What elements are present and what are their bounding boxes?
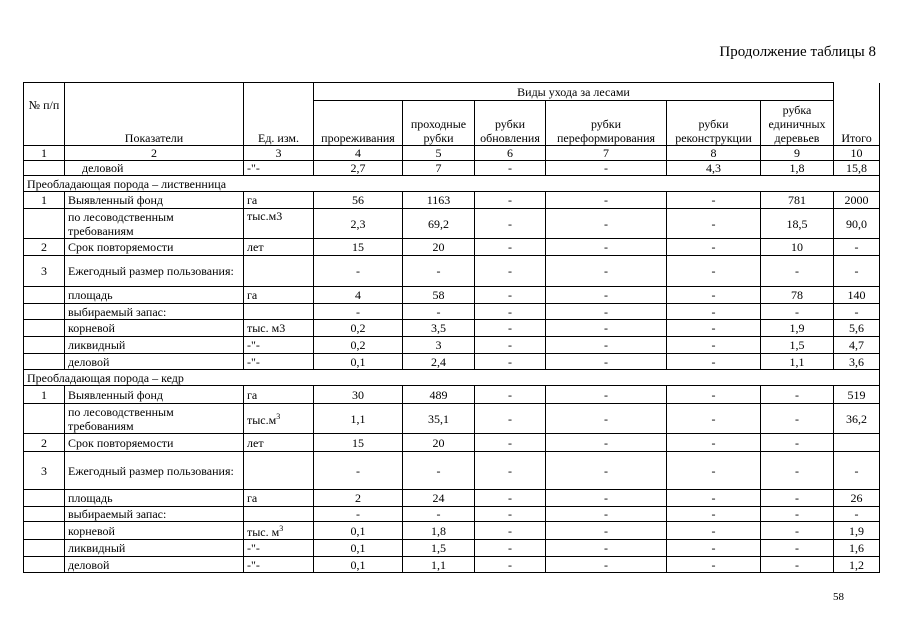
value-cell: 24 bbox=[403, 490, 475, 507]
header-col-1: прореживания bbox=[314, 101, 403, 146]
value-cell: 69,2 bbox=[403, 209, 475, 239]
row-number bbox=[24, 557, 65, 573]
header-group: Виды ухода за лесами bbox=[314, 83, 834, 101]
value-cell: - bbox=[546, 386, 667, 404]
value-cell: - bbox=[546, 192, 667, 209]
value-cell: 78 bbox=[761, 287, 834, 304]
value-cell: - bbox=[314, 452, 403, 490]
value-cell: 0,1 bbox=[314, 354, 403, 370]
row-number bbox=[24, 304, 65, 320]
table-row bbox=[24, 209, 880, 239]
row-number: 3 bbox=[24, 452, 65, 490]
value-cell: 2,3 bbox=[314, 209, 403, 239]
row-unit bbox=[244, 256, 314, 287]
header-col-2: проходные рубки bbox=[403, 101, 475, 146]
unit-text: га bbox=[247, 387, 258, 402]
row-number bbox=[24, 337, 65, 354]
value-cell: - bbox=[761, 304, 834, 320]
value-cell: - bbox=[834, 256, 880, 287]
table-row bbox=[24, 239, 880, 256]
row-label: по лесоводственным требованиям bbox=[65, 404, 244, 434]
value-cell: - bbox=[546, 320, 667, 337]
header-indicator: Показатели bbox=[65, 83, 244, 146]
value-cell: - bbox=[546, 434, 667, 452]
row-number bbox=[24, 287, 65, 304]
value-cell: 489 bbox=[403, 386, 475, 404]
value-cell: - bbox=[475, 256, 546, 287]
value-cell: - bbox=[475, 452, 546, 490]
unit-text: га bbox=[247, 193, 258, 207]
value-cell: - bbox=[475, 490, 546, 507]
row-number: 3 bbox=[24, 256, 65, 287]
value-cell: - bbox=[667, 434, 761, 452]
value-cell: - bbox=[475, 354, 546, 370]
value-cell: 0,1 bbox=[314, 540, 403, 557]
value-cell: 140 bbox=[834, 287, 880, 304]
unit-text: лет bbox=[247, 240, 264, 254]
unit-text: лет bbox=[247, 435, 264, 450]
value-cell: - bbox=[667, 522, 761, 540]
row-number bbox=[24, 320, 65, 337]
value-cell: - bbox=[475, 337, 546, 354]
value-cell: 5,6 bbox=[834, 320, 880, 337]
value-cell: - bbox=[667, 304, 761, 320]
forest-care-table bbox=[23, 82, 880, 573]
table-caption: Продолжение таблицы 8 bbox=[719, 44, 876, 60]
value-cell: - bbox=[834, 304, 880, 320]
table-row bbox=[24, 540, 880, 557]
table-row bbox=[24, 452, 880, 490]
row-unit bbox=[244, 209, 314, 239]
value-cell: - bbox=[475, 239, 546, 256]
value-cell: 1,1 bbox=[314, 404, 403, 434]
header-col-4: рубки переформирования bbox=[546, 101, 667, 146]
value-cell: 36,2 bbox=[834, 404, 880, 434]
row-number bbox=[24, 522, 65, 540]
value-cell: 10 bbox=[761, 239, 834, 256]
section-row bbox=[24, 370, 880, 386]
value-cell: - bbox=[667, 192, 761, 209]
table-row bbox=[24, 522, 880, 540]
value-cell: 3 bbox=[403, 337, 475, 354]
row-unit bbox=[244, 404, 314, 434]
table-row bbox=[24, 304, 880, 320]
value-cell: - bbox=[546, 557, 667, 573]
table-row bbox=[24, 557, 880, 573]
value-cell: - bbox=[667, 507, 761, 522]
table-row bbox=[24, 337, 880, 354]
value-cell: - bbox=[667, 386, 761, 404]
section-title: Преобладающая порода – лиственница bbox=[24, 176, 880, 192]
table-row bbox=[24, 256, 880, 287]
value-cell: - bbox=[546, 540, 667, 557]
value-cell: - bbox=[761, 507, 834, 522]
value-cell: 0,1 bbox=[314, 522, 403, 540]
row-number bbox=[24, 540, 65, 557]
table-row bbox=[24, 507, 880, 522]
value-cell: - bbox=[546, 337, 667, 354]
row-label: площадь bbox=[65, 287, 244, 304]
unit-text: га bbox=[247, 491, 258, 505]
value-cell: - bbox=[667, 239, 761, 256]
value-cell: - bbox=[475, 192, 546, 209]
value-cell: 0,2 bbox=[314, 320, 403, 337]
page-number: 58 bbox=[833, 591, 844, 603]
value-cell: - bbox=[761, 522, 834, 540]
value-cell: - bbox=[667, 452, 761, 490]
value-cell: - bbox=[546, 209, 667, 239]
value-cell: - bbox=[403, 304, 475, 320]
row-label: Срок повторяемости bbox=[65, 239, 244, 256]
value-cell: - bbox=[546, 490, 667, 507]
value-cell: - bbox=[475, 557, 546, 573]
value-cell: - bbox=[667, 337, 761, 354]
col-number: 1 bbox=[24, 146, 65, 161]
col-number: 9 bbox=[761, 146, 834, 161]
unit-superscript: 3 bbox=[276, 412, 281, 421]
value-cell: - bbox=[546, 354, 667, 370]
value-cell: - bbox=[475, 209, 546, 239]
value-cell: 4,3 bbox=[667, 161, 761, 176]
value-cell: - bbox=[403, 452, 475, 490]
row-label: Ежегодный размер пользования: bbox=[65, 452, 244, 490]
value-cell: - bbox=[667, 404, 761, 434]
value-cell: - bbox=[761, 452, 834, 490]
value-cell: 26 bbox=[834, 490, 880, 507]
value-cell: - bbox=[475, 540, 546, 557]
header-col-3: рубки обновления bbox=[475, 101, 546, 146]
unit-text: -"- bbox=[247, 557, 260, 572]
row-unit bbox=[244, 434, 314, 452]
header-num: № п/п bbox=[24, 83, 65, 146]
table-row bbox=[24, 386, 880, 404]
row-label: деловой bbox=[65, 354, 244, 370]
row-unit bbox=[244, 320, 314, 337]
value-cell: 35,1 bbox=[403, 404, 475, 434]
row-unit bbox=[244, 304, 314, 320]
value-cell: 20 bbox=[403, 434, 475, 452]
value-cell: 0,2 bbox=[314, 337, 403, 354]
unit-text: -"- bbox=[247, 354, 260, 369]
unit-text: -"- bbox=[247, 161, 260, 175]
row-number bbox=[24, 209, 65, 239]
unit-text: тыс. м bbox=[247, 525, 280, 539]
row-number bbox=[24, 490, 65, 507]
header-col-5: рубки реконструкции bbox=[667, 101, 761, 146]
col-number: 5 bbox=[403, 146, 475, 161]
value-cell: 7 bbox=[403, 161, 475, 176]
value-cell: 58 bbox=[403, 287, 475, 304]
value-cell: - bbox=[546, 256, 667, 287]
row-unit bbox=[244, 354, 314, 370]
value-cell: - bbox=[314, 507, 403, 522]
value-cell: - bbox=[761, 404, 834, 434]
value-cell: 519 bbox=[834, 386, 880, 404]
value-cell: 4 bbox=[314, 287, 403, 304]
value-cell: - bbox=[761, 490, 834, 507]
row-unit bbox=[244, 507, 314, 522]
value-cell: 1,9 bbox=[834, 522, 880, 540]
value-cell: 2 bbox=[314, 490, 403, 507]
table-row bbox=[24, 404, 880, 434]
value-cell: 30 bbox=[314, 386, 403, 404]
value-cell: - bbox=[475, 404, 546, 434]
row-number: 2 bbox=[24, 239, 65, 256]
row-unit bbox=[244, 490, 314, 507]
value-cell: - bbox=[667, 557, 761, 573]
section-title: Преобладающая порода – кедр bbox=[24, 370, 880, 386]
row-number bbox=[24, 507, 65, 522]
row-label: Выявленный фонд bbox=[65, 386, 244, 404]
value-cell: 1,8 bbox=[403, 522, 475, 540]
value-cell: 3,6 bbox=[834, 354, 880, 370]
value-cell: - bbox=[834, 452, 880, 490]
value-cell: - bbox=[475, 507, 546, 522]
col-number: 4 bbox=[314, 146, 403, 161]
unit-text: -"- bbox=[247, 541, 260, 555]
section-row bbox=[24, 176, 880, 192]
row-label: корневой bbox=[65, 320, 244, 337]
table-row bbox=[24, 354, 880, 370]
table-row bbox=[24, 192, 880, 209]
value-cell: - bbox=[403, 256, 475, 287]
row-number: 2 bbox=[24, 434, 65, 452]
value-cell: 4,7 bbox=[834, 337, 880, 354]
value-cell: - bbox=[403, 507, 475, 522]
value-cell: 3,5 bbox=[403, 320, 475, 337]
row-unit bbox=[244, 337, 314, 354]
header-col-6: рубка единичных деревьев bbox=[761, 101, 834, 146]
row-label: площадь bbox=[65, 490, 244, 507]
value-cell: 1,5 bbox=[403, 540, 475, 557]
value-cell: - bbox=[546, 404, 667, 434]
row-number: 1 bbox=[24, 192, 65, 209]
col-number: 3 bbox=[244, 146, 314, 161]
row-label: выбираемый запас: bbox=[65, 304, 244, 320]
value-cell: - bbox=[667, 256, 761, 287]
value-cell: - bbox=[475, 320, 546, 337]
value-cell: 15,8 bbox=[834, 161, 880, 176]
row-number bbox=[24, 161, 65, 176]
row-unit bbox=[244, 540, 314, 557]
value-cell: 1,9 bbox=[761, 320, 834, 337]
value-cell: - bbox=[761, 256, 834, 287]
value-cell bbox=[834, 434, 880, 452]
unit-text: -"- bbox=[247, 338, 260, 352]
row-label: Выявленный фонд bbox=[65, 192, 244, 209]
table-row bbox=[24, 287, 880, 304]
value-cell: - bbox=[834, 239, 880, 256]
column-number-row bbox=[24, 146, 880, 161]
row-unit bbox=[244, 452, 314, 490]
row-label: Ежегодный размер пользования: bbox=[65, 256, 244, 287]
value-cell: - bbox=[546, 522, 667, 540]
value-cell: - bbox=[667, 354, 761, 370]
unit-superscript: 3 bbox=[279, 524, 284, 533]
value-cell: 2,7 bbox=[314, 161, 403, 176]
value-cell: - bbox=[546, 239, 667, 256]
value-cell: 15 bbox=[314, 434, 403, 452]
row-label: деловой bbox=[65, 161, 244, 176]
value-cell: - bbox=[761, 540, 834, 557]
row-unit bbox=[244, 522, 314, 540]
col-number: 10 bbox=[834, 146, 880, 161]
value-cell: - bbox=[761, 434, 834, 452]
row-label: деловой bbox=[65, 557, 244, 573]
value-cell: - bbox=[546, 304, 667, 320]
value-cell: - bbox=[475, 522, 546, 540]
value-cell: 15 bbox=[314, 239, 403, 256]
value-cell: 2000 bbox=[834, 192, 880, 209]
value-cell: 1,1 bbox=[761, 354, 834, 370]
value-cell: 1,5 bbox=[761, 337, 834, 354]
row-number bbox=[24, 404, 65, 434]
value-cell: - bbox=[667, 209, 761, 239]
unit-text: га bbox=[247, 288, 258, 302]
value-cell: - bbox=[546, 287, 667, 304]
value-cell: 1,2 bbox=[834, 557, 880, 573]
value-cell: 20 bbox=[403, 239, 475, 256]
row-unit bbox=[244, 161, 314, 176]
value-cell: - bbox=[546, 452, 667, 490]
value-cell: 2,4 bbox=[403, 354, 475, 370]
value-cell: - bbox=[475, 434, 546, 452]
header-total: Итого bbox=[834, 83, 880, 146]
value-cell: - bbox=[667, 490, 761, 507]
table-body bbox=[24, 83, 880, 573]
value-cell: - bbox=[475, 386, 546, 404]
col-number: 2 bbox=[65, 146, 244, 161]
value-cell: 56 bbox=[314, 192, 403, 209]
value-cell: - bbox=[314, 256, 403, 287]
value-cell: - bbox=[761, 386, 834, 404]
unit-text: тыс. м3 bbox=[247, 321, 286, 335]
value-cell: - bbox=[834, 507, 880, 522]
row-label: Срок повторяемости bbox=[65, 434, 244, 452]
value-cell: 1,8 bbox=[761, 161, 834, 176]
table-row bbox=[24, 490, 880, 507]
col-number: 8 bbox=[667, 146, 761, 161]
row-unit bbox=[244, 386, 314, 404]
value-cell: - bbox=[475, 287, 546, 304]
row-label: ликвидный bbox=[65, 540, 244, 557]
value-cell: - bbox=[546, 507, 667, 522]
table-row bbox=[24, 434, 880, 452]
value-cell: 18,5 bbox=[761, 209, 834, 239]
value-cell: - bbox=[761, 557, 834, 573]
row-label: выбираемый запас: bbox=[65, 507, 244, 522]
value-cell: - bbox=[546, 161, 667, 176]
row-unit bbox=[244, 287, 314, 304]
row-label: корневой bbox=[65, 522, 244, 540]
row-number bbox=[24, 354, 65, 370]
row-label: по лесоводственным требованиям bbox=[65, 209, 244, 239]
value-cell: - bbox=[475, 161, 546, 176]
table-row bbox=[24, 320, 880, 337]
value-cell: - bbox=[667, 540, 761, 557]
row-unit bbox=[244, 192, 314, 209]
col-number: 7 bbox=[546, 146, 667, 161]
value-cell: - bbox=[314, 304, 403, 320]
value-cell: 1,1 bbox=[403, 557, 475, 573]
value-cell: 781 bbox=[761, 192, 834, 209]
unit-text: тыс.м bbox=[247, 413, 277, 427]
value-cell: 90,0 bbox=[834, 209, 880, 239]
row-unit bbox=[244, 557, 314, 573]
value-cell: 1,6 bbox=[834, 540, 880, 557]
header-unit: Ед. изм. bbox=[244, 83, 314, 146]
value-cell: - bbox=[667, 320, 761, 337]
row-number: 1 bbox=[24, 386, 65, 404]
unit-text: тыс.м3 bbox=[247, 209, 283, 223]
value-cell: - bbox=[475, 304, 546, 320]
row-label: ликвидный bbox=[65, 337, 244, 354]
header-row-1 bbox=[24, 83, 880, 101]
value-cell: 1163 bbox=[403, 192, 475, 209]
value-cell: 0,1 bbox=[314, 557, 403, 573]
col-number: 6 bbox=[475, 146, 546, 161]
row-unit bbox=[244, 239, 314, 256]
table-row bbox=[24, 161, 880, 176]
value-cell: - bbox=[667, 287, 761, 304]
